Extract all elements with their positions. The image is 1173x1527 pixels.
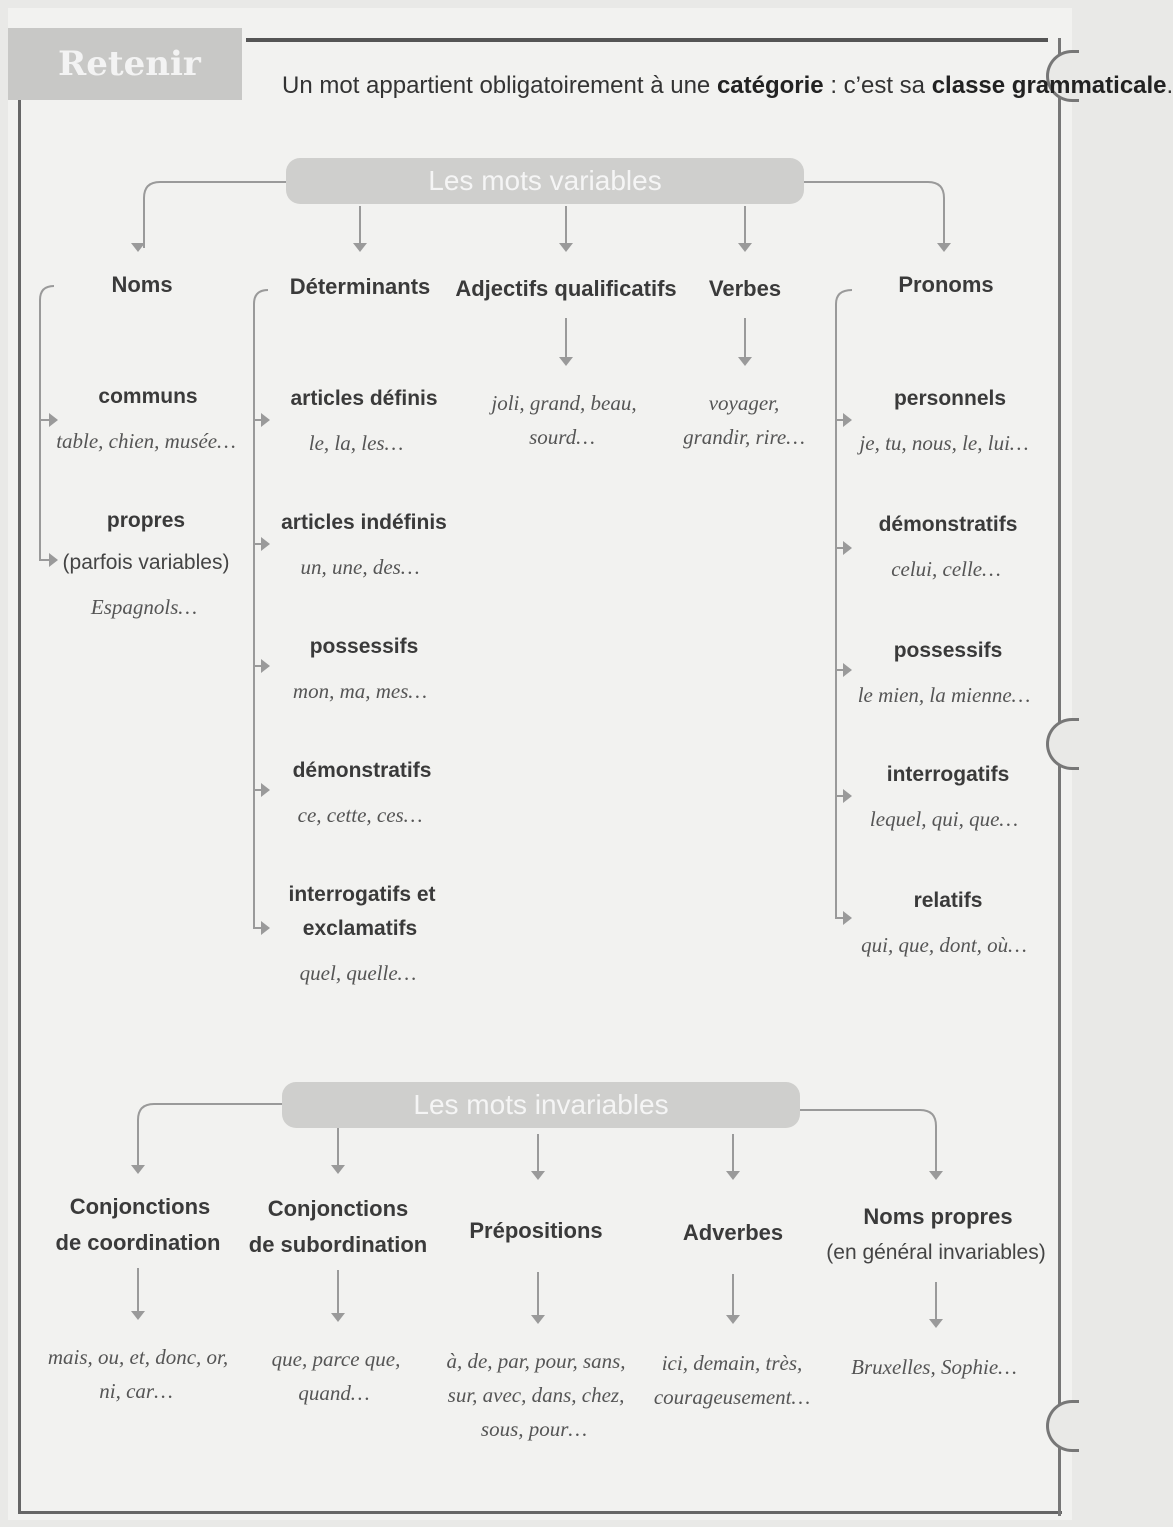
invariable-example: Bruxelles, Sophie… [851,1355,1017,1379]
intro-sentence: Un mot appartient obligatoirement à une catégorie : c’est sa classe grammaticale. [282,72,1173,99]
retenir-tab: Retenir [8,28,242,100]
determinant-item-label: articles définis [290,387,438,410]
determinant-item-example: un, une, des… [300,555,420,579]
noms-propres-label: propres [106,509,186,532]
noms-communs-label: communs [98,385,198,408]
pronom-item-label: interrogatifs [886,763,1010,786]
pronom-item-label: relatifs [913,889,983,912]
determinants-heading: Déterminants [289,274,431,299]
determinant-item-example: le, la, les… [308,431,404,455]
invariable-example: mais, ou, et, donc, or, [47,1345,229,1369]
pronom-item-example: je, tu, nous, le, lui… [859,431,1029,455]
noms-communs-example: table, chien, musée… [56,429,236,453]
pronom-item-label: démonstratifs [878,513,1018,536]
invariable-example: ici, demain, très, [661,1351,803,1375]
invariable-heading: Noms propres [863,1204,1013,1229]
noms-propres-note: (parfois variables) [62,551,230,574]
invariable-heading-line2: (en général invariables) [826,1241,1046,1264]
verbes-example-line1: voyager, [708,391,780,415]
pronoms-heading: Pronoms [898,272,994,297]
determinant-item-example: quel, quelle… [299,961,417,985]
invariable-example: que, parce que, [271,1347,401,1371]
invariable-heading-line2: de coordination [55,1230,221,1255]
noms-heading: Noms [111,272,173,297]
invariables-banner: Les mots invariables [282,1082,800,1128]
invariable-example: à, de, par, pour, sans, [446,1349,626,1373]
determinant-item-example: mon, ma, mes… [292,679,428,703]
pronom-item-label: possessifs [893,639,1003,662]
determinant-item-label-line2: exclamatifs [302,917,418,940]
adjectifs-example-line2: sourd… [529,425,595,449]
pronom-item-example: celui, celle… [891,557,1001,581]
determinant-item-label: possessifs [309,635,419,658]
determinant-item-example: ce, cette, ces… [297,803,423,827]
invariable-heading: Conjonctions [267,1196,409,1221]
invariable-heading-line2: de subordination [248,1232,428,1257]
invariable-example: courageusement… [653,1385,811,1409]
pronom-item-example: le mien, la mienne… [857,683,1031,707]
determinant-item-label: démonstratifs [292,759,432,782]
verbes-example-line2: grandir, rire… [683,425,805,449]
adjectifs-heading: Adjectifs qualificatifs [455,276,677,301]
invariable-heading: Prépositions [469,1218,603,1243]
determinant-item-label: interrogatifs et [288,883,436,906]
variables-banner: Les mots variables [286,158,804,204]
invariable-example: sous, pour… [480,1417,588,1441]
pronom-item-label: personnels [893,387,1007,410]
invariable-example: ni, car… [99,1379,173,1403]
invariable-heading: Adverbes [682,1220,784,1245]
adjectifs-example-line1: joli, grand, beau, [491,391,637,415]
noms-propres-example: Espagnols… [90,595,198,619]
determinant-item-label: articles indéfinis [281,511,447,534]
invariable-heading: Conjonctions [69,1194,211,1219]
pronom-item-example: qui, que, dont, où… [861,933,1027,957]
pronom-item-example: lequel, qui, que… [869,807,1019,831]
invariable-example: sur, avec, dans, chez, [447,1383,625,1407]
verbes-heading: Verbes [708,276,782,301]
invariable-example: quand… [298,1381,370,1405]
